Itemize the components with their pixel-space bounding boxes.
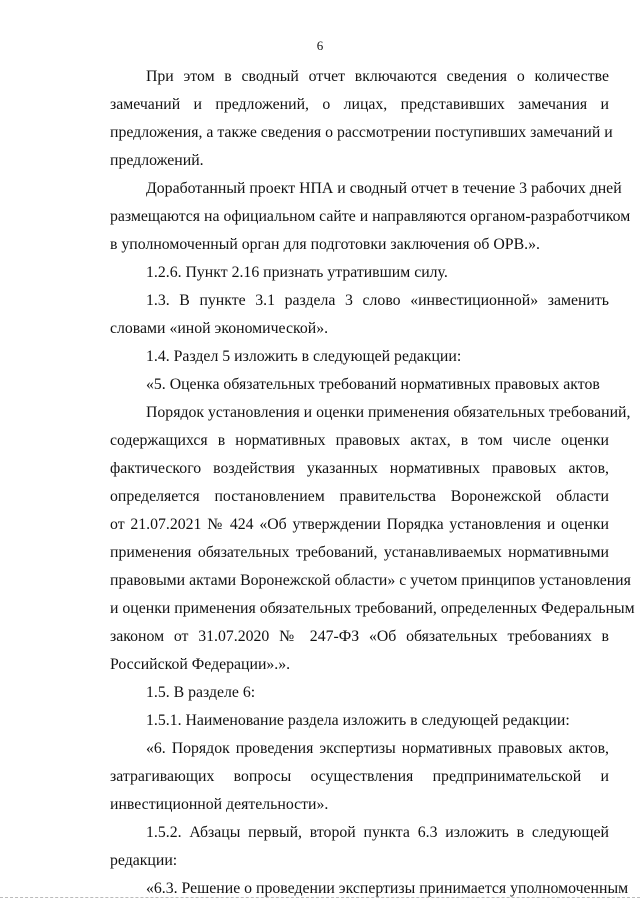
paragraph (110, 287, 609, 343)
page-number: 6 (316, 38, 324, 53)
text-line: 1.5. В разделе 6: (146, 684, 256, 701)
text-line: фактического воздействия указанных нормативных правовых актов, (110, 460, 609, 477)
paragraph (110, 875, 629, 903)
text-line: законом от 31.07.2020 № 247-ФЗ «Об обязательных требованиях в (110, 628, 609, 645)
text-line: «5. Оценка обязательных требований нормативных правовых актов (146, 376, 600, 393)
text-line: инвестиционной деятельности». (110, 796, 329, 813)
text-line: затрагивающих вопросы осуществления предпринимательской и (110, 768, 609, 785)
text-line: При этом в сводный отчет включаются сведения о количестве (146, 68, 609, 85)
text-line: размещаются на официальном сайте и направляются органом-разработчиком (110, 208, 631, 225)
text-line: Российской Федерации».». (110, 656, 291, 673)
text-line: Порядок установления и оценки применения обязательных требований, (146, 404, 631, 421)
text-line: в уполномоченный орган для подготовки заключения об ОРВ.». (110, 236, 540, 253)
text-line: и оценки применения обязательных требований, определенных Федеральным (110, 600, 635, 617)
paragraph (110, 679, 609, 707)
text-line: 1.5.2. Абзацы первый, второй пункта 6.3 изложить в следующей (146, 824, 609, 841)
text-line: от 21.07.2021 № 424 «Об утверждении Порядка установления и оценки (110, 516, 609, 533)
text-line: «6.3. Решение о проведении экспертизы принимается уполномоченным (146, 880, 629, 897)
text-line: предложения, а также сведения о рассмотрении поступивших замечаний и (110, 124, 613, 141)
text-line: содержащихся в нормативных правовых актах, в том числе оценки (110, 432, 609, 449)
paragraph (110, 259, 609, 287)
text-line: замечаний и предложений, о лицах, представивших замечания и (110, 96, 609, 113)
text-line: словами «иной экономической». (110, 320, 329, 337)
paragraph (110, 399, 635, 679)
text-line: 1.4. Раздел 5 изложить в следующей редакции: (146, 348, 462, 365)
text-line: «6. Порядок проведения экспертизы нормативных правовых актов, (146, 740, 609, 757)
text-line: определяется постановлением правительства Воронежской области (110, 488, 609, 505)
text-line: 1.2.6. Пункт 2.16 признать утратившим силу. (146, 264, 448, 281)
text-line: 1.3. В пункте 3.1 раздела 3 слово «инвестиционной» заменить (146, 292, 609, 309)
paragraph (110, 735, 609, 819)
text-line: редакции: (110, 852, 178, 869)
paragraph (110, 175, 631, 259)
document-body (110, 63, 635, 903)
page-bottom-edge (0, 897, 640, 898)
text-line: применения обязательных требований, устанавливаемых нормативными (110, 544, 609, 561)
text-line: Доработанный проект НПА и сводный отчет в течение 3 рабочих дней (146, 180, 622, 197)
paragraph (110, 343, 609, 371)
text-line: предложений. (110, 152, 204, 169)
paragraph (110, 371, 609, 399)
text-line: 1.5.1. Наименование раздела изложить в следующей редакции: (146, 712, 570, 729)
text-line: правовыми актами Воронежской области» с учетом принципов установления (110, 572, 631, 589)
paragraph (110, 707, 609, 735)
paragraph (110, 63, 613, 175)
paragraph (110, 819, 609, 875)
